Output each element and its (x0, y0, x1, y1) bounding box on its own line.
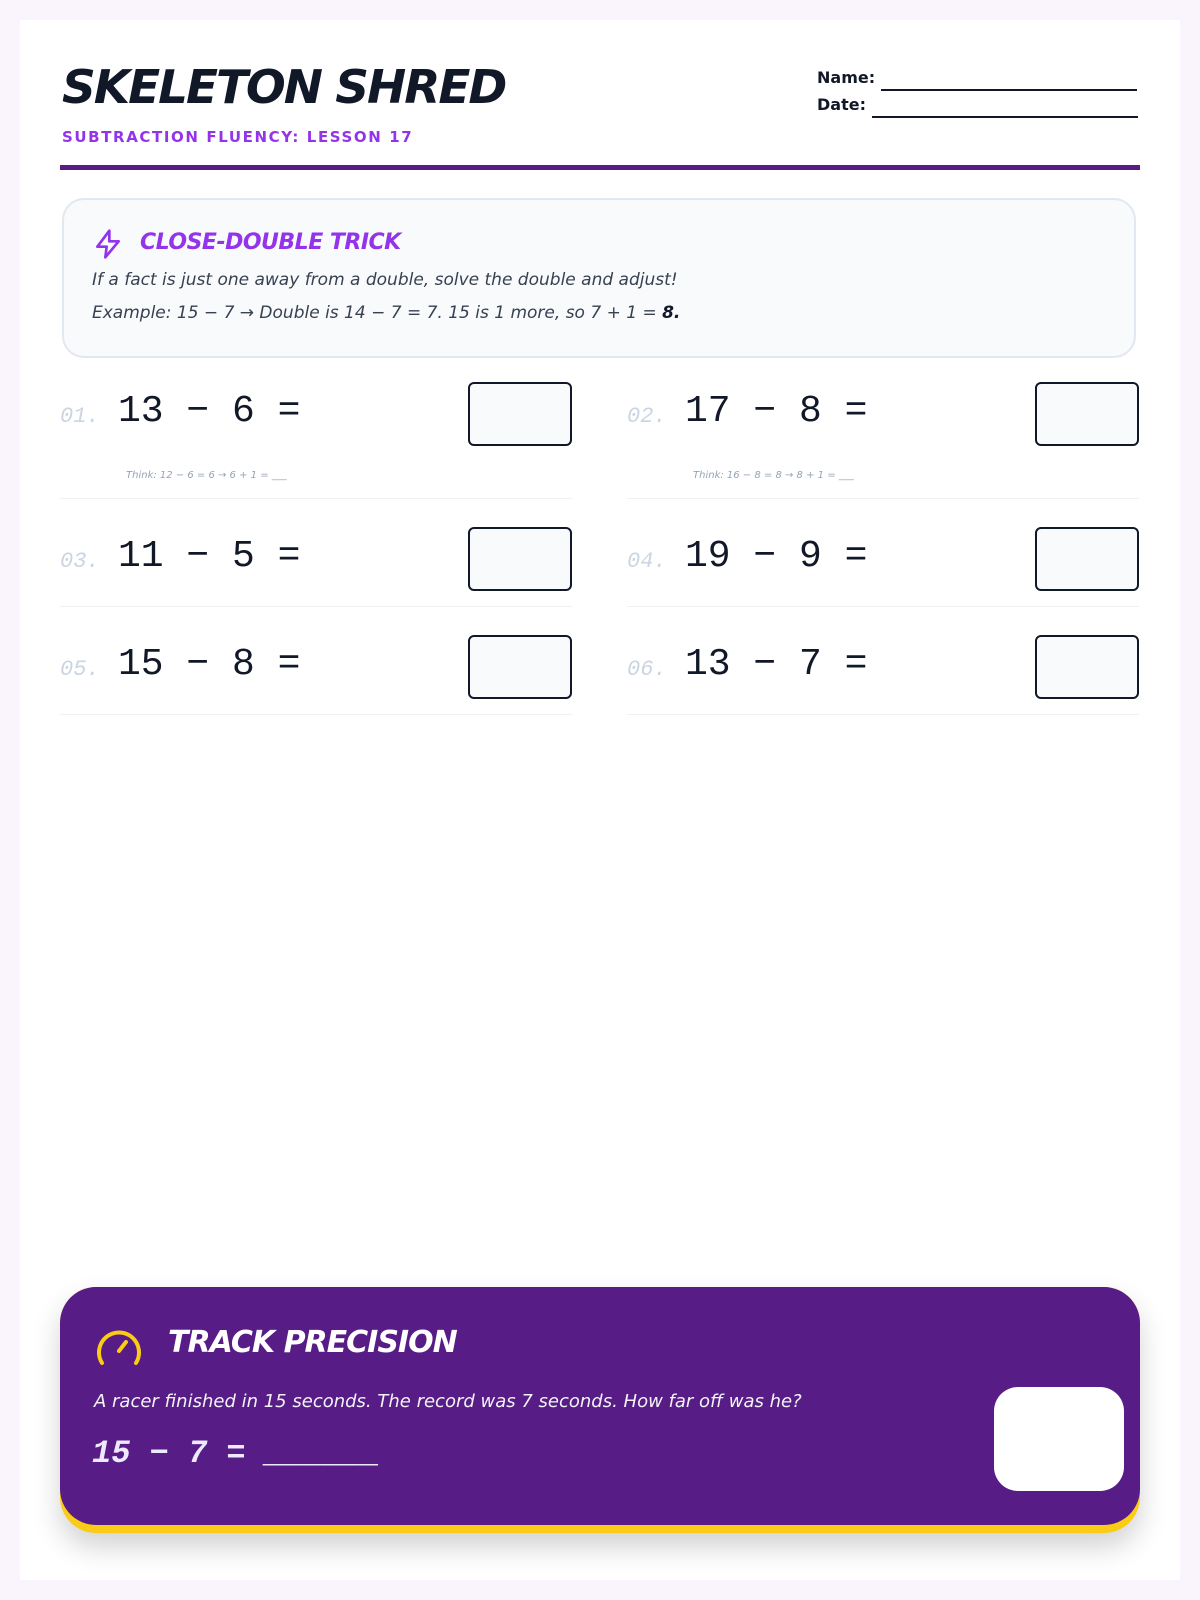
tip-example-text: Example: 15 − 7 → Double is 14 − 7 = 7. 15 is 1 more, so 7 + 1 = (92, 303, 663, 323)
date-label: Date: (817, 95, 866, 114)
name-field-line[interactable] (881, 75, 1137, 91)
answer-box[interactable] (468, 382, 572, 446)
answer-box[interactable] (468, 635, 572, 699)
answer-box[interactable] (1035, 382, 1139, 446)
header-divider (60, 165, 1140, 170)
tip-description: If a fact is just one away from a double, solve the double and adjust! (92, 270, 678, 290)
tip-box (62, 198, 1136, 358)
problem-number: 03. (60, 549, 100, 574)
bonus-question: A racer finished in 15 seconds. The record was 7 seconds. How far off was he? (94, 1391, 802, 1412)
tip-example-answer: 8. (662, 303, 681, 323)
speedometer-icon (94, 1325, 144, 1369)
problem-item (60, 635, 572, 715)
lightning-bolt-icon (92, 228, 124, 260)
date-field-line[interactable] (872, 102, 1138, 118)
problem-equation: 15 − 8 = (118, 643, 301, 686)
bonus-card (60, 1287, 1140, 1525)
problem-equation: 11 − 5 = (118, 535, 301, 578)
problem-number: 02. (627, 404, 667, 429)
problem-item (627, 382, 1139, 499)
problem-number: 05. (60, 657, 100, 682)
answer-box[interactable] (1035, 635, 1139, 699)
problem-equation: 17 − 8 = (685, 390, 868, 433)
problem-number: 01. (60, 404, 100, 429)
bonus-answer-box[interactable] (994, 1387, 1124, 1491)
lesson-subtitle: SUBTRACTION FLUENCY: LESSON 17 (62, 128, 414, 146)
tip-example (92, 303, 680, 323)
answer-box[interactable] (468, 527, 572, 591)
answer-box[interactable] (1035, 527, 1139, 591)
problem-number: 06. (627, 657, 667, 682)
problem-equation: 19 − 9 = (685, 535, 868, 578)
problem-item (627, 635, 1139, 715)
problem-hint: Think: 12 − 6 = 6 → 6 + 1 = ___ (126, 470, 287, 481)
tip-title: CLOSE-DOUBLE TRICK (140, 230, 401, 255)
problem-item (60, 527, 572, 607)
worksheet-title: SKELETON SHRED (62, 60, 506, 114)
name-label: Name: (817, 68, 876, 87)
problem-hint: Think: 16 − 8 = 8 → 8 + 1 = ___ (693, 470, 854, 481)
bonus-equation: 15 − 7 = ______ (92, 1435, 381, 1472)
bonus-title: TRACK PRECISION (168, 1325, 457, 1360)
problem-number: 04. (627, 549, 667, 574)
problem-item (627, 527, 1139, 607)
problem-equation: 13 − 6 = (118, 390, 301, 433)
problem-item (60, 382, 572, 499)
name-date-fields (817, 64, 1138, 118)
problem-equation: 13 − 7 = (685, 643, 868, 686)
